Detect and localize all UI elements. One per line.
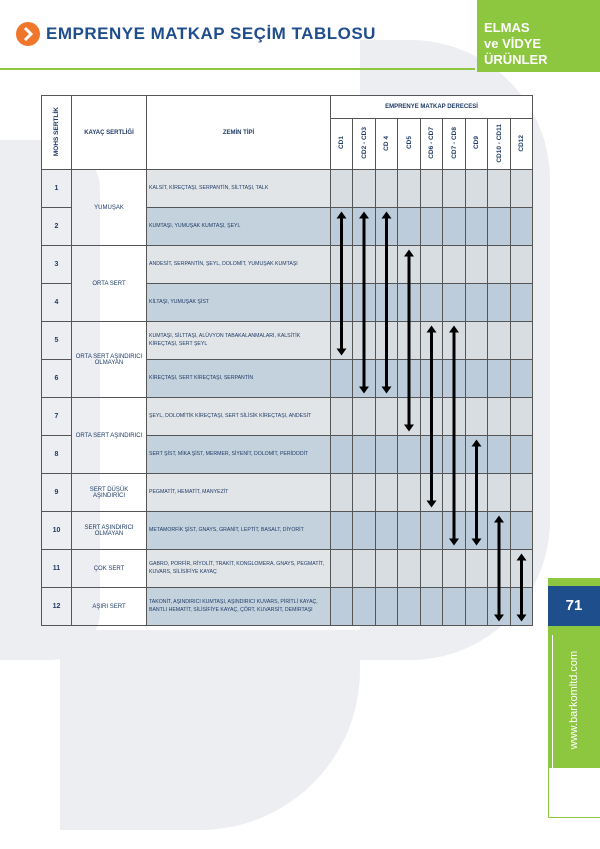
mohs-value: 2 [42,208,72,246]
grade-cell [511,208,533,246]
ground-type: GABRO, PORFİR, RİYOLİT, TRAKİT, KONGLOMERA, GNAYS, PEGMATİT, KUVARS, SİLİSİFİYE KAYAÇ [147,550,331,588]
ground-type: ŞEYL, DOLOMİTİK KİREÇTAŞI, SERT SİLİSİK KİREÇTAŞI, ANDESİT [147,398,331,436]
grade-cell [353,284,376,322]
hardness-label: YUMUŞAK [72,170,147,246]
grade-cell [443,398,466,436]
grade-cell [488,550,511,588]
hardness-label: ORTA SERT AŞINDIRICI OLMAYAN [72,322,147,398]
mohs-header-cell [42,96,72,170]
grade-cell [511,360,533,398]
table-row [42,550,533,588]
grade-cell [488,208,511,246]
chevron-right-icon [16,22,40,46]
grade-cell [511,550,533,588]
grade-cell [331,588,353,626]
ground-type: KİREÇTAŞI, SERT KİREÇTAŞI, SERPANTİN [147,360,331,398]
cd-header-cell [376,119,398,170]
grade-cell [511,588,533,626]
hardness-label: AŞIRI SERT [72,588,147,626]
brand-line-3: ÜRÜNLER [484,52,548,67]
grade-cell [376,246,398,284]
grade-cell [421,512,443,550]
cd-header: CD12 [518,134,525,152]
grade-cell [421,284,443,322]
cd-header-cell [421,119,443,170]
grade-cell [466,512,488,550]
drill-selection-table [41,95,533,626]
grade-cell [398,588,421,626]
grade-cell [511,284,533,322]
ground-type: TAKONİT, AŞINDIRICI KUMTAŞI, AŞINDIRICI KUVARS, PİRİTLİ KAYAÇ, BANTLI HEMATİT, SİLİSİFİYE KAYAÇ, ÇÖRT, KUVARSİT, DEMİRTAŞI [147,588,331,626]
page-title: EMPRENYE MATKAP SEÇİM TABLOSU [46,24,376,43]
drill-grade-header: EMPRENYE MATKAP DERECESİ [331,96,533,119]
grade-cell [376,588,398,626]
grade-cell [376,436,398,474]
grade-cell [331,170,353,208]
grade-cell [353,398,376,436]
mohs-value: 3 [42,246,72,284]
cd-header: CD 4 [383,135,390,151]
mohs-value: 9 [42,474,72,512]
grade-cell [353,588,376,626]
grade-cell [511,474,533,512]
mohs-value: 7 [42,398,72,436]
grade-cell [488,512,511,550]
grade-cell [488,436,511,474]
mohs-value: 11 [42,550,72,588]
cd-header: CD1 [338,136,345,150]
grade-cell [398,284,421,322]
grade-cell [488,360,511,398]
hardness-label: ORTA SERT [72,246,147,322]
ground-type: SERT ŞİST, MİKA ŞİST, MERMER, SİYENİT, DOLOMİT, PERİDODİT [147,436,331,474]
ground-type-header: ZEMİN TİPİ [147,96,331,170]
grade-cell [443,512,466,550]
grade-cell [421,436,443,474]
grade-cell [331,474,353,512]
grade-cell [353,512,376,550]
grade-cell [488,474,511,512]
grade-cell [466,588,488,626]
mohs-value: 8 [42,436,72,474]
grade-cell [488,588,511,626]
grade-cell [398,436,421,474]
grade-cell [466,246,488,284]
grade-cell [398,512,421,550]
hardness-label: ORTA SERT AŞINDIRICI [72,398,147,474]
cd-header: CD6 - CD7 [428,127,435,159]
grade-cell [466,170,488,208]
side-frame [548,768,600,818]
grade-cell [331,550,353,588]
grade-cell [443,436,466,474]
hardness-label: ÇOK SERT [72,550,147,588]
grade-cell [331,284,353,322]
cd-header-cell [443,119,466,170]
grade-cell [398,208,421,246]
cd-header: CD10 - CD11 [495,123,503,163]
cd-header-cell [398,119,421,170]
grade-cell [421,322,443,360]
cd-header: CD2 - CD3 [360,127,368,159]
grade-cell [376,170,398,208]
mohs-value: 1 [42,170,72,208]
grade-cell [511,246,533,284]
grade-cell [353,246,376,284]
hardness-label: SERT DÜŞÜK AŞINDIRICI [72,474,147,512]
table-row [42,588,533,626]
grade-cell [331,436,353,474]
grade-cell [376,474,398,512]
grade-cell [421,398,443,436]
grade-cell [398,360,421,398]
cd-header: CD5 [405,136,413,150]
mohs-value: 10 [42,512,72,550]
grade-cell [466,208,488,246]
ground-type: ANDESİT, SERPANTİN, ŞEYL, DOLOMİT, YUMUŞAK KUMTAŞI [147,246,331,284]
grade-cell [353,360,376,398]
grade-cell [488,284,511,322]
table-row [42,474,533,512]
grade-cell [443,246,466,284]
grade-cell [443,284,466,322]
grade-cell [421,550,443,588]
ground-type: KALSİT, KİREÇTAŞI, SERPANTİN, SİLTTAŞI, TALK [147,170,331,208]
grade-cell [511,170,533,208]
grade-cell [376,360,398,398]
grade-cell [511,512,533,550]
ground-type: KİLTAŞI, YUMUŞAK ŞİST [147,284,331,322]
grade-cell [466,550,488,588]
brand-line-1: ELMAS [484,20,530,35]
grade-cell [421,246,443,284]
grade-cell [353,322,376,360]
table-row [42,170,533,208]
grade-cell [331,512,353,550]
grade-cell [353,170,376,208]
grade-cell [421,360,443,398]
grade-cell [466,322,488,360]
mohs-header: MOHS SERTLİK [53,106,60,157]
grade-cell [443,170,466,208]
cd-header-cell [511,119,533,170]
background-shape [60,630,360,830]
cd-header-cell [466,119,488,170]
cd-header-cell [353,119,376,170]
grade-cell [443,474,466,512]
mohs-value: 4 [42,284,72,322]
grade-cell [376,398,398,436]
grade-cell [398,398,421,436]
grade-cell [376,284,398,322]
grade-cell [331,322,353,360]
grade-cell [443,588,466,626]
grade-cell [331,208,353,246]
grade-cell [331,246,353,284]
table-row [42,398,533,436]
grade-cell [331,398,353,436]
mohs-value: 5 [42,322,72,360]
grade-cell [511,322,533,360]
ground-type: KUMTAŞI, SİLTTAŞI, ALÜVYON TABAKALANMALARI, KALSİTİK KİREÇTAŞI, SERT ŞEYL [147,322,331,360]
grade-cell [488,398,511,436]
table-row [42,322,533,360]
grade-cell [443,208,466,246]
grade-cell [353,550,376,588]
grade-cell [511,398,533,436]
grade-cell [331,360,353,398]
mohs-value: 12 [42,588,72,626]
grade-cell [421,208,443,246]
table-row [42,512,533,550]
grade-cell [466,284,488,322]
grade-cell [511,436,533,474]
grade-cell [398,170,421,208]
grade-cell [398,246,421,284]
grade-cell [443,550,466,588]
grade-cell [353,436,376,474]
grade-cell [421,170,443,208]
grade-cell [443,360,466,398]
grade-cell [488,322,511,360]
grade-cell [488,170,511,208]
grade-cell [488,246,511,284]
cd-header-cell [488,119,511,170]
table-row [42,246,533,284]
cd-header: CD7 - CD8 [450,127,458,159]
grade-cell [353,474,376,512]
grade-cell [353,208,376,246]
page-number: 71 [548,586,600,626]
ground-type: METAMORFİK ŞİST, GNAYS, GRANİT, LEPTİT, BASALT, DİYORİT [147,512,331,550]
cd-header: CD9 [473,136,480,150]
grade-cell [466,436,488,474]
grade-cell [376,550,398,588]
hardness-label: SERT AŞINDIRICI OLMAYAN [72,512,147,550]
cd-header-cell [331,119,353,170]
grade-cell [421,588,443,626]
header-divider [0,68,475,70]
ground-type: PEGMATİT, HEMATİT, MANYEZİT [147,474,331,512]
grade-cell [443,322,466,360]
website-link[interactable]: www.barkomltd.com [568,650,580,750]
grade-cell [376,208,398,246]
grade-cell [398,322,421,360]
grade-cell [421,474,443,512]
grade-cell [398,474,421,512]
mohs-value: 6 [42,360,72,398]
grade-cell [376,512,398,550]
grade-cell [466,398,488,436]
brand-line-2: ve VİDYE [484,36,542,51]
grade-cell [466,360,488,398]
grade-cell [466,474,488,512]
ground-type: KUMTAŞI, YUMUŞAK KUMTAŞI, ŞEYL [147,208,331,246]
grade-cell [398,550,421,588]
grade-cell [376,322,398,360]
hardness-header: KAYAÇ SERTLİĞİ [72,96,147,170]
